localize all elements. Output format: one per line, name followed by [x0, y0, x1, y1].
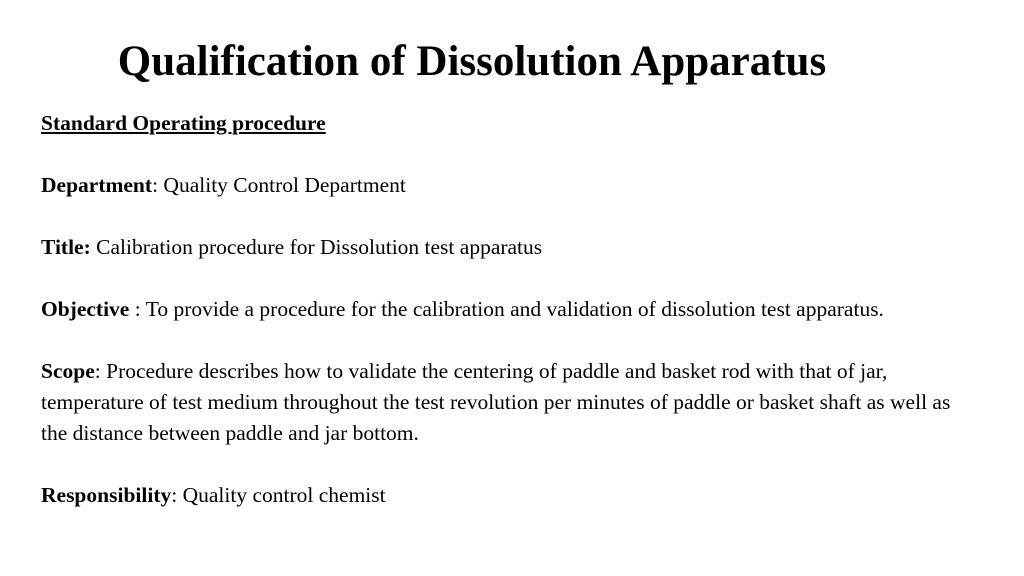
- scope-separator: :: [94, 359, 107, 383]
- title-value: Calibration procedure for Dissolution test apparatus: [96, 235, 543, 259]
- scope-value: Procedure describes how to validate the centering of paddle and basket rod with that of jar, temperature of test medium throughout the test revolution per minutes of paddle or basket shaft as well as the distance between paddle and jar bottom.: [41, 359, 951, 445]
- slide-title: Qualification of Dissolution Apparatus: [117, 38, 827, 85]
- objective-value: To provide a procedure for the calibration and validation of dissolution test apparatus.: [145, 297, 884, 321]
- department-separator: :: [152, 173, 164, 197]
- objective-separator: :: [129, 297, 146, 321]
- department-field: [41, 170, 961, 201]
- responsibility-label: Responsibility: [41, 483, 172, 507]
- objective-field: [41, 294, 961, 325]
- department-value: Quality Control Department: [163, 173, 406, 197]
- scope-field: [41, 356, 961, 449]
- title-label: Title:: [41, 235, 91, 259]
- department-label: Department: [41, 173, 153, 197]
- responsibility-value: Quality control chemist: [182, 483, 386, 507]
- title-field: [41, 232, 961, 263]
- objective-label: Objective: [41, 297, 130, 321]
- scope-label: Scope: [41, 359, 95, 383]
- responsibility-field: [41, 480, 961, 511]
- sop-subheading: Standard Operating procedure: [41, 111, 326, 135]
- responsibility-separator: :: [171, 483, 183, 507]
- slide-content: [41, 108, 961, 511]
